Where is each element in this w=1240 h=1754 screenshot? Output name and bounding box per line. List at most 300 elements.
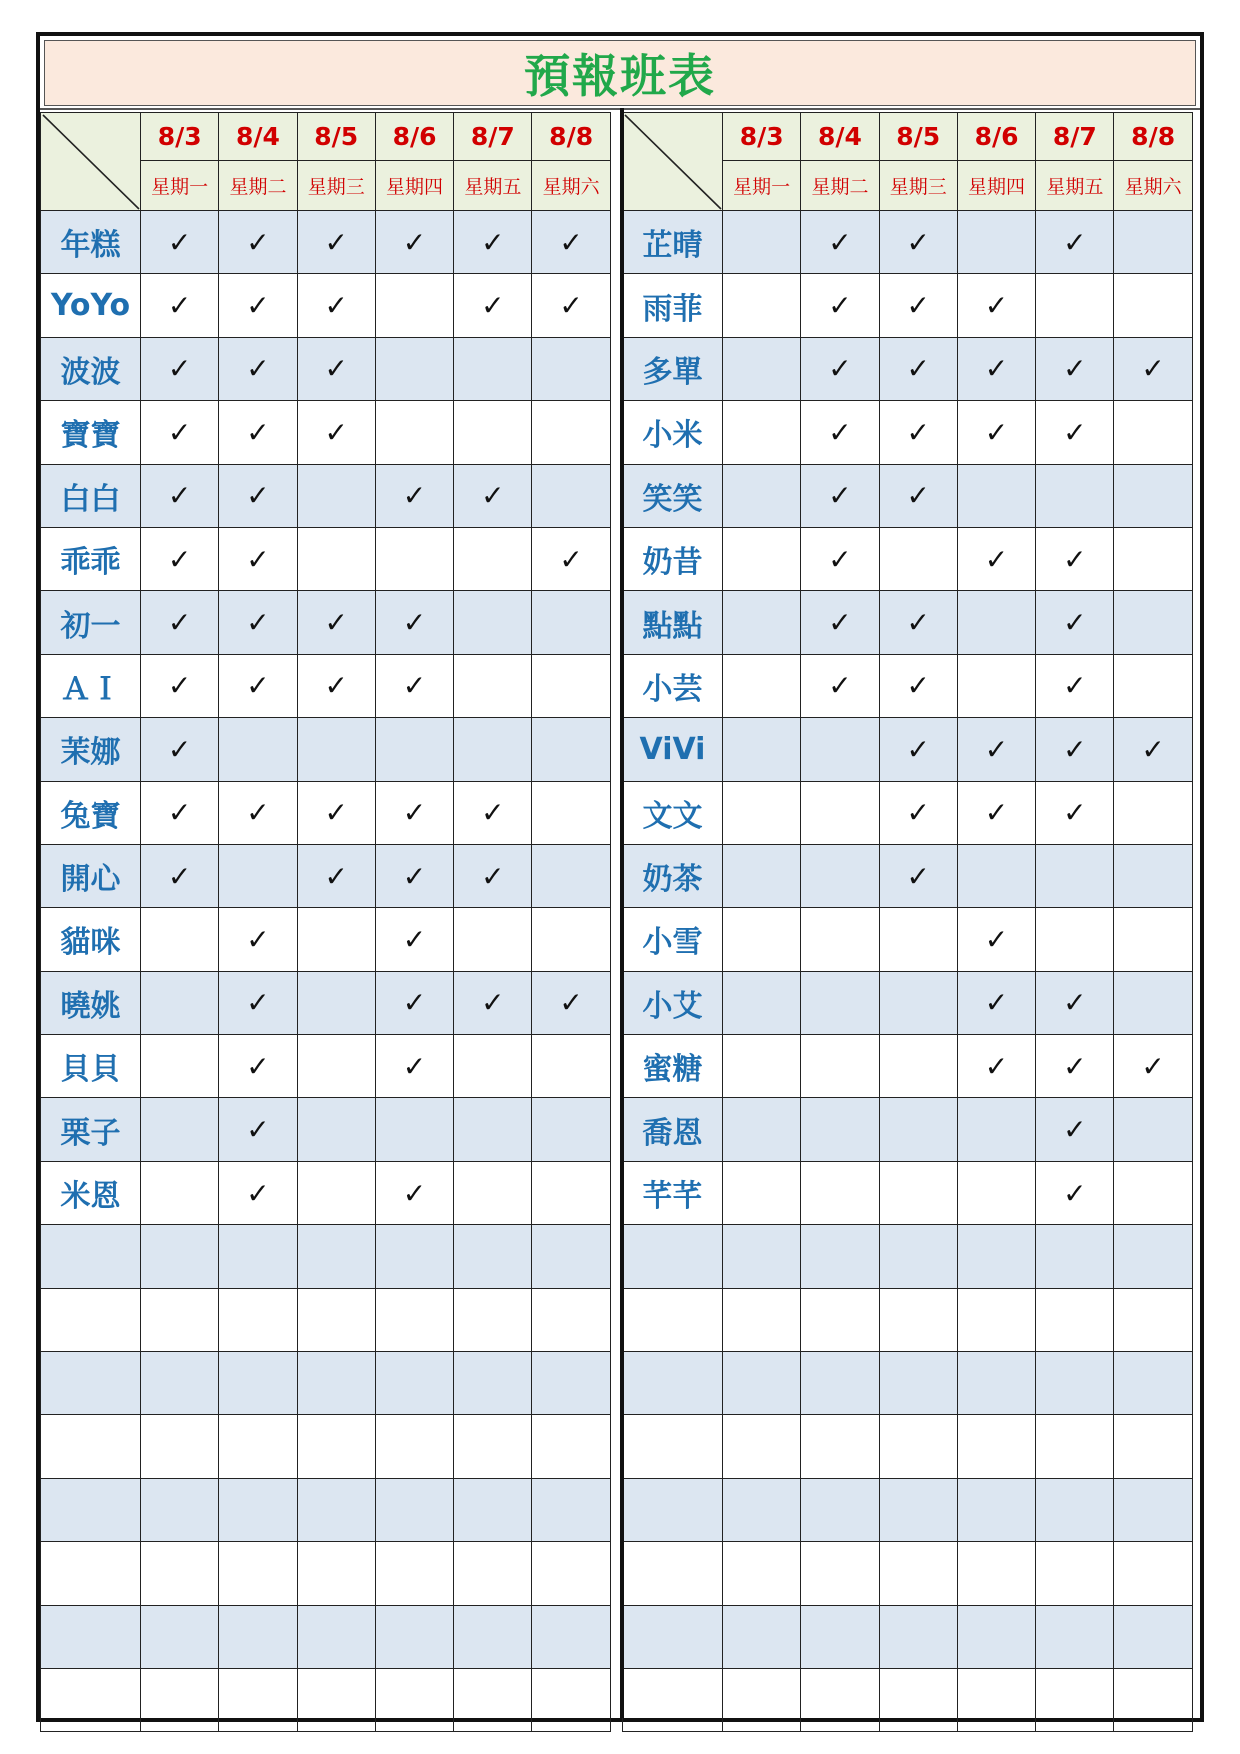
- empty-cell: [219, 844, 297, 907]
- empty-cell: [957, 1542, 1035, 1605]
- empty-cell: [375, 1288, 453, 1351]
- table-row: [41, 971, 611, 1034]
- member-name: 白白: [41, 464, 141, 527]
- member-name: [623, 1225, 723, 1288]
- check-mark: ✓: [219, 1098, 297, 1161]
- table-row: [41, 781, 611, 844]
- table-row: [41, 527, 611, 590]
- empty-cell: [1114, 971, 1192, 1034]
- empty-cell: [454, 527, 532, 590]
- empty-cell: [723, 718, 801, 781]
- member-name: 貝貝: [41, 1035, 141, 1098]
- check-mark: ✓: [801, 337, 879, 400]
- check-mark: ✓: [957, 718, 1035, 781]
- check-mark: ✓: [1036, 591, 1114, 654]
- weekday-header: 星期四: [957, 161, 1035, 211]
- weekday-header: 星期二: [801, 161, 879, 211]
- check-mark: ✓: [297, 211, 375, 274]
- check-mark: ✓: [532, 971, 610, 1034]
- table-row: [41, 1098, 611, 1161]
- empty-cell: [801, 1415, 879, 1478]
- empty-cell: [375, 527, 453, 590]
- table-row: [41, 1605, 611, 1668]
- check-mark: ✓: [957, 274, 1035, 337]
- empty-cell: [723, 1668, 801, 1731]
- empty-cell: [454, 1668, 532, 1731]
- empty-cell: [1114, 211, 1192, 274]
- empty-cell: [532, 1225, 610, 1288]
- table-row: [623, 1352, 1193, 1415]
- table-row: [41, 908, 611, 971]
- check-mark: ✓: [375, 908, 453, 971]
- empty-cell: [1114, 1098, 1192, 1161]
- weekday-header: 星期一: [723, 161, 801, 211]
- member-name: 乖乖: [41, 527, 141, 590]
- empty-cell: [141, 1161, 219, 1224]
- empty-cell: [957, 1352, 1035, 1415]
- check-mark: ✓: [1036, 1161, 1114, 1224]
- check-mark: ✓: [1036, 781, 1114, 844]
- check-mark: ✓: [219, 401, 297, 464]
- member-name: [41, 1225, 141, 1288]
- empty-cell: [879, 1478, 957, 1541]
- check-mark: ✓: [879, 274, 957, 337]
- member-name: [41, 1352, 141, 1415]
- empty-cell: [532, 591, 610, 654]
- check-mark: ✓: [141, 211, 219, 274]
- empty-cell: [141, 971, 219, 1034]
- empty-cell: [532, 401, 610, 464]
- weekday-header: 星期五: [454, 161, 532, 211]
- empty-cell: [723, 1542, 801, 1605]
- check-mark: ✓: [141, 527, 219, 590]
- member-name: [623, 1478, 723, 1541]
- header-corner: [623, 113, 723, 211]
- check-mark: ✓: [957, 908, 1035, 971]
- empty-cell: [454, 718, 532, 781]
- table-row: [41, 591, 611, 654]
- table-row: [623, 1035, 1193, 1098]
- empty-cell: [723, 654, 801, 717]
- table-row: [623, 1668, 1193, 1731]
- empty-cell: [297, 1098, 375, 1161]
- empty-cell: [801, 908, 879, 971]
- weekday-header: 星期一: [141, 161, 219, 211]
- check-mark: ✓: [219, 211, 297, 274]
- check-mark: ✓: [1036, 654, 1114, 717]
- empty-cell: [1114, 1542, 1192, 1605]
- empty-cell: [723, 1161, 801, 1224]
- check-mark: ✓: [1114, 1035, 1192, 1098]
- empty-cell: [723, 401, 801, 464]
- table-row: [41, 1352, 611, 1415]
- empty-cell: [297, 1225, 375, 1288]
- member-name: [623, 1415, 723, 1478]
- empty-cell: [723, 464, 801, 527]
- weekday-header: 星期五: [1036, 161, 1114, 211]
- table-row: [41, 337, 611, 400]
- empty-cell: [723, 1415, 801, 1478]
- member-name: 蜜糖: [623, 1035, 723, 1098]
- member-name: 米恩: [41, 1161, 141, 1224]
- empty-cell: [532, 1098, 610, 1161]
- empty-cell: [801, 1352, 879, 1415]
- empty-cell: [723, 1288, 801, 1351]
- empty-cell: [454, 1352, 532, 1415]
- empty-cell: [454, 337, 532, 400]
- empty-cell: [723, 844, 801, 907]
- empty-cell: [957, 1605, 1035, 1668]
- table-row: [623, 1098, 1193, 1161]
- check-mark: ✓: [1036, 527, 1114, 590]
- empty-cell: [957, 211, 1035, 274]
- empty-cell: [1114, 591, 1192, 654]
- empty-cell: [1114, 908, 1192, 971]
- check-mark: ✓: [879, 464, 957, 527]
- check-mark: ✓: [1114, 718, 1192, 781]
- check-mark: ✓: [1036, 971, 1114, 1034]
- check-mark: ✓: [219, 527, 297, 590]
- empty-cell: [532, 1161, 610, 1224]
- empty-cell: [297, 1668, 375, 1731]
- empty-cell: [532, 908, 610, 971]
- table-row: [623, 337, 1193, 400]
- table-row: [623, 464, 1193, 527]
- check-mark: ✓: [141, 591, 219, 654]
- empty-cell: [1114, 1605, 1192, 1668]
- empty-cell: [375, 1668, 453, 1731]
- check-mark: ✓: [879, 654, 957, 717]
- empty-cell: [454, 1478, 532, 1541]
- check-mark: ✓: [375, 844, 453, 907]
- member-name: 點點: [623, 591, 723, 654]
- member-name: [41, 1542, 141, 1605]
- table-row: [623, 781, 1193, 844]
- empty-cell: [879, 1668, 957, 1731]
- member-name: 茉娜: [41, 718, 141, 781]
- empty-cell: [1114, 1668, 1192, 1731]
- empty-cell: [532, 781, 610, 844]
- empty-cell: [1036, 908, 1114, 971]
- empty-cell: [297, 971, 375, 1034]
- empty-cell: [1036, 1478, 1114, 1541]
- date-header: 8/5: [297, 113, 375, 161]
- empty-cell: [801, 971, 879, 1034]
- empty-cell: [957, 1478, 1035, 1541]
- table-row: [623, 1161, 1193, 1224]
- check-mark: ✓: [957, 971, 1035, 1034]
- check-mark: ✓: [297, 337, 375, 400]
- member-name: 開心: [41, 844, 141, 907]
- check-mark: ✓: [879, 844, 957, 907]
- empty-cell: [375, 401, 453, 464]
- check-mark: ✓: [297, 401, 375, 464]
- empty-cell: [532, 1668, 610, 1731]
- check-mark: ✓: [1036, 718, 1114, 781]
- weekday-header: 星期六: [1114, 161, 1192, 211]
- member-name: 兔寶: [41, 781, 141, 844]
- member-name: 小雪: [623, 908, 723, 971]
- check-mark: ✓: [375, 971, 453, 1034]
- check-mark: ✓: [532, 211, 610, 274]
- table-row: [41, 718, 611, 781]
- check-mark: ✓: [957, 781, 1035, 844]
- table-row: [41, 654, 611, 717]
- member-name: ＡＩ: [41, 654, 141, 717]
- empty-cell: [454, 1225, 532, 1288]
- member-name: [41, 1288, 141, 1351]
- table-row: [41, 1542, 611, 1605]
- member-name: 奶昔: [623, 527, 723, 590]
- table-row: [623, 1478, 1193, 1541]
- check-mark: ✓: [141, 654, 219, 717]
- member-name: 小芸: [623, 654, 723, 717]
- table-row: [623, 274, 1193, 337]
- check-mark: ✓: [801, 654, 879, 717]
- table-row: [41, 1161, 611, 1224]
- member-name: 寶寶: [41, 401, 141, 464]
- check-mark: ✓: [1114, 337, 1192, 400]
- empty-cell: [957, 1288, 1035, 1351]
- check-mark: ✓: [297, 654, 375, 717]
- empty-cell: [375, 274, 453, 337]
- empty-cell: [219, 1605, 297, 1668]
- member-name: 芊芊: [623, 1161, 723, 1224]
- empty-cell: [879, 971, 957, 1034]
- empty-cell: [879, 1605, 957, 1668]
- check-mark: ✓: [879, 337, 957, 400]
- check-mark: ✓: [801, 591, 879, 654]
- diagonal-line: [623, 113, 723, 211]
- table-row: [623, 1288, 1193, 1351]
- check-mark: ✓: [879, 781, 957, 844]
- check-mark: ✓: [1036, 401, 1114, 464]
- empty-cell: [1036, 1605, 1114, 1668]
- table-row: [623, 718, 1193, 781]
- empty-cell: [219, 1288, 297, 1351]
- empty-cell: [957, 1161, 1035, 1224]
- empty-cell: [219, 718, 297, 781]
- empty-cell: [723, 527, 801, 590]
- empty-cell: [141, 908, 219, 971]
- empty-cell: [141, 1098, 219, 1161]
- empty-cell: [141, 1668, 219, 1731]
- table-row: [623, 1542, 1193, 1605]
- check-mark: ✓: [375, 211, 453, 274]
- table-row: [623, 1225, 1193, 1288]
- empty-cell: [454, 591, 532, 654]
- empty-cell: [375, 1352, 453, 1415]
- member-name: [623, 1668, 723, 1731]
- check-mark: ✓: [532, 274, 610, 337]
- empty-cell: [801, 1288, 879, 1351]
- table-row: [623, 908, 1193, 971]
- check-mark: ✓: [219, 971, 297, 1034]
- weekday-header: 星期六: [532, 161, 610, 211]
- empty-cell: [723, 1478, 801, 1541]
- member-name: 波波: [41, 337, 141, 400]
- schedule-table-left: [40, 112, 611, 1732]
- empty-cell: [141, 1352, 219, 1415]
- empty-cell: [141, 1542, 219, 1605]
- table-row: [41, 1478, 611, 1541]
- check-mark: ✓: [219, 1161, 297, 1224]
- empty-cell: [454, 1542, 532, 1605]
- empty-cell: [1114, 401, 1192, 464]
- member-name: [623, 1352, 723, 1415]
- empty-cell: [297, 1478, 375, 1541]
- member-name: [623, 1542, 723, 1605]
- empty-cell: [532, 1035, 610, 1098]
- empty-cell: [219, 1542, 297, 1605]
- member-name: 初一: [41, 591, 141, 654]
- check-mark: ✓: [1036, 1098, 1114, 1161]
- check-mark: ✓: [801, 274, 879, 337]
- check-mark: ✓: [879, 718, 957, 781]
- empty-cell: [454, 1035, 532, 1098]
- empty-cell: [532, 1415, 610, 1478]
- empty-cell: [957, 844, 1035, 907]
- check-mark: ✓: [141, 718, 219, 781]
- member-name: [623, 1605, 723, 1668]
- check-mark: ✓: [219, 1035, 297, 1098]
- member-name: [41, 1668, 141, 1731]
- date-header: 8/4: [801, 113, 879, 161]
- empty-cell: [801, 1668, 879, 1731]
- table-row: [41, 464, 611, 527]
- empty-cell: [141, 1225, 219, 1288]
- empty-cell: [801, 1098, 879, 1161]
- date-header: 8/3: [141, 113, 219, 161]
- check-mark: ✓: [375, 1035, 453, 1098]
- empty-cell: [1036, 1415, 1114, 1478]
- empty-cell: [1036, 464, 1114, 527]
- empty-cell: [1114, 274, 1192, 337]
- empty-cell: [532, 1478, 610, 1541]
- table-row: [41, 1035, 611, 1098]
- member-name: 笑笑: [623, 464, 723, 527]
- empty-cell: [801, 1225, 879, 1288]
- empty-cell: [454, 1415, 532, 1478]
- weekday-header: 星期三: [297, 161, 375, 211]
- empty-cell: [879, 1098, 957, 1161]
- table-row: [623, 1605, 1193, 1668]
- empty-cell: [879, 1035, 957, 1098]
- empty-cell: [879, 1542, 957, 1605]
- empty-cell: [1036, 844, 1114, 907]
- check-mark: ✓: [879, 211, 957, 274]
- check-mark: ✓: [454, 781, 532, 844]
- empty-cell: [801, 781, 879, 844]
- empty-cell: [1114, 844, 1192, 907]
- empty-cell: [879, 1161, 957, 1224]
- empty-cell: [723, 1035, 801, 1098]
- empty-cell: [375, 1225, 453, 1288]
- empty-cell: [723, 591, 801, 654]
- check-mark: ✓: [801, 464, 879, 527]
- member-name: 曉姚: [41, 971, 141, 1034]
- empty-cell: [532, 464, 610, 527]
- empty-cell: [801, 1542, 879, 1605]
- check-mark: ✓: [297, 781, 375, 844]
- center-divider: [620, 108, 624, 1718]
- member-name: YoYo: [41, 274, 141, 337]
- member-name: [623, 1288, 723, 1351]
- table-row: [623, 844, 1193, 907]
- check-mark: ✓: [532, 527, 610, 590]
- date-header: 8/7: [1036, 113, 1114, 161]
- date-header: 8/8: [532, 113, 610, 161]
- member-name: 喬恩: [623, 1098, 723, 1161]
- empty-cell: [297, 1542, 375, 1605]
- empty-cell: [532, 1542, 610, 1605]
- empty-cell: [454, 1288, 532, 1351]
- empty-cell: [375, 1098, 453, 1161]
- check-mark: ✓: [141, 274, 219, 337]
- table-row: [41, 401, 611, 464]
- empty-cell: [532, 1605, 610, 1668]
- empty-cell: [375, 337, 453, 400]
- empty-cell: [454, 654, 532, 717]
- diagonal-line: [41, 113, 141, 211]
- empty-cell: [297, 1415, 375, 1478]
- check-mark: ✓: [454, 211, 532, 274]
- empty-cell: [1114, 654, 1192, 717]
- empty-cell: [297, 464, 375, 527]
- empty-cell: [297, 1352, 375, 1415]
- empty-cell: [801, 844, 879, 907]
- table-row: [41, 1288, 611, 1351]
- check-mark: ✓: [957, 337, 1035, 400]
- member-name: 雨菲: [623, 274, 723, 337]
- empty-cell: [723, 1352, 801, 1415]
- page-title: 預報班表: [44, 40, 1196, 106]
- check-mark: ✓: [801, 401, 879, 464]
- check-mark: ✓: [801, 527, 879, 590]
- member-name: 多單: [623, 337, 723, 400]
- check-mark: ✓: [141, 464, 219, 527]
- member-name: [41, 1605, 141, 1668]
- empty-cell: [532, 337, 610, 400]
- check-mark: ✓: [141, 844, 219, 907]
- empty-cell: [879, 1225, 957, 1288]
- empty-cell: [297, 718, 375, 781]
- empty-cell: [1036, 274, 1114, 337]
- member-name: 貓咪: [41, 908, 141, 971]
- schedule-sheet: [36, 32, 1204, 1722]
- empty-cell: [454, 1098, 532, 1161]
- empty-cell: [879, 1288, 957, 1351]
- check-mark: ✓: [219, 464, 297, 527]
- empty-cell: [532, 1288, 610, 1351]
- check-mark: ✓: [375, 1161, 453, 1224]
- empty-cell: [723, 781, 801, 844]
- empty-cell: [375, 1415, 453, 1478]
- check-mark: ✓: [141, 781, 219, 844]
- schedule-table-right: [622, 112, 1193, 1732]
- empty-cell: [1114, 1225, 1192, 1288]
- empty-cell: [297, 1035, 375, 1098]
- member-name: 文文: [623, 781, 723, 844]
- table-row: [623, 527, 1193, 590]
- empty-cell: [723, 971, 801, 1034]
- empty-cell: [375, 1605, 453, 1668]
- empty-cell: [723, 211, 801, 274]
- empty-cell: [375, 1542, 453, 1605]
- empty-cell: [1114, 1415, 1192, 1478]
- empty-cell: [1114, 464, 1192, 527]
- empty-cell: [1036, 1542, 1114, 1605]
